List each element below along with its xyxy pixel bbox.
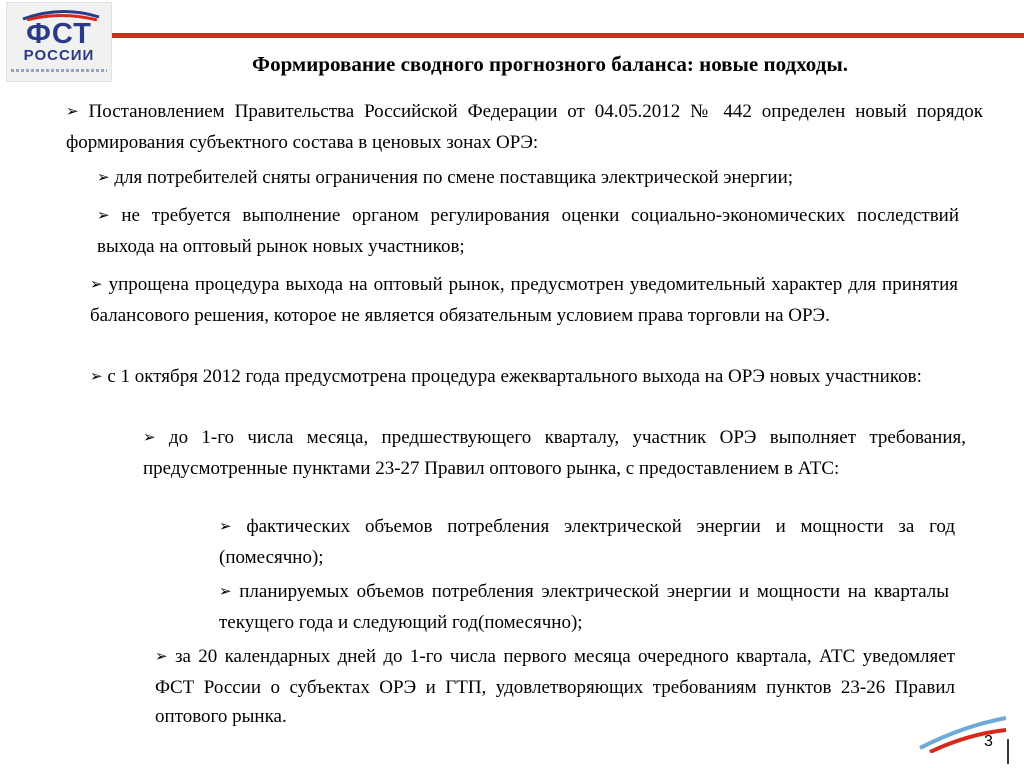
bullet-notification (155, 642, 955, 731)
footer-bar (1007, 739, 1009, 764)
header-red-line (112, 33, 1024, 38)
arrow-bullet-icon: ➢ (155, 649, 168, 665)
arrow-bullet-icon: ➢ (66, 104, 79, 120)
bullet-text: планируемых объемов потребления электрической энергии и мощности на кварталы текущего года и следующий год(помесячно); (219, 581, 950, 633)
bullet-text: фактических объемов потребления электрической энергии и мощности за год (помесячно); (219, 516, 956, 568)
logo-text-russia: РОССИИ (23, 47, 95, 64)
bullet-text: Постановлением Правительства Российской Федерации от 04.05.2012 № 442 определен новый порядок формирования субъектного состава в ценовых зонах ОРЭ: (66, 101, 984, 153)
bullet-text: для потребителей сняты ограничения по смене поставщика электрической энергии; (114, 167, 794, 188)
bullet-text: не требуется выполнение органом регулирования оценки социально-экономических последствий выхода на оптовый рынок новых участников; (97, 205, 959, 257)
logo-text-fst: ФСТ (26, 18, 92, 50)
arrow-bullet-icon: ➢ (97, 208, 110, 224)
slide-title: Формирование сводного прогнозного баланса: новые подходы. (252, 52, 848, 76)
arrow-bullet-icon: ➢ (90, 369, 103, 385)
bullet-decree (66, 97, 983, 157)
bullet-text: упрощена процедура выхода на оптовый рынок, предусмотрен уведомительный характер для принятия балансового решения, которое не является обязательным условием права торговли на ОРЭ. (90, 274, 959, 326)
bullet-regulator (97, 201, 959, 261)
bullet-quarterly (90, 362, 966, 393)
bullet-consumers (97, 163, 967, 194)
bullet-text: за 20 календарных дней до 1-го числа первого месяца очередного квартала, АТС уведомляет ФСТ России о субъектах ОРЭ и ГТП, удовлетворяющих требованиям пунктов 23-26 Правил оптового рынка. (155, 646, 956, 727)
arrow-bullet-icon: ➢ (143, 430, 156, 446)
arrow-bullet-icon: ➢ (97, 170, 110, 186)
bullet-planned-volumes (219, 577, 949, 637)
bullet-simplified (90, 270, 958, 330)
fst-logo (6, 2, 112, 82)
arrow-bullet-icon: ➢ (90, 277, 103, 293)
arrow-bullet-icon: ➢ (219, 584, 232, 600)
bullet-text: до 1-го числа месяца, предшествующего кварталу, участник ОРЭ выполняет требования, предусмотренные пунктами 23-27 Правил оптового рынка, с предоставлением в АТС: (143, 427, 966, 479)
arrow-bullet-icon: ➢ (219, 519, 232, 535)
bullet-actual-volumes (219, 512, 955, 572)
swoosh-decoration-icon (918, 708, 1008, 753)
logo-subtitle (11, 69, 107, 72)
bullet-text: с 1 октября 2012 года предусмотрена процедура ежеквартального выхода на ОРЭ новых участников: (107, 366, 922, 387)
page-number: 3 (984, 733, 993, 750)
bullet-deadline (143, 423, 966, 483)
